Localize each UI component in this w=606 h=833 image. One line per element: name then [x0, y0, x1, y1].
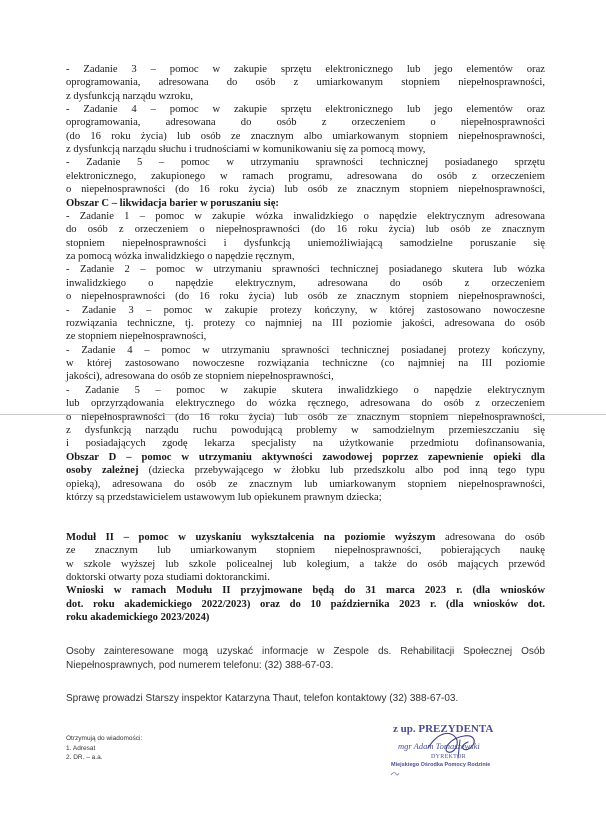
deadline-text: roku akademickiego 2023/2024) — [66, 612, 210, 623]
text-line: - Zadanie 3 – pomoc w zakupie protezy kończyny, w której zastosowano nowoczesne — [66, 305, 545, 316]
text-line: i posiadających zgodę lekarza specjalisty na użytkowanie przedmiotu dofinansowania, — [66, 438, 545, 449]
text-line: - Zadanie 3 – pomoc w zakupie sprzętu elektronicznego lub jego elementów oraz — [66, 64, 545, 75]
obszar-d-bold: osoby zależnej — [66, 465, 139, 476]
text-line: lub oprzyrządowania elektrycznego do wózka ręcznego, adresowana do osób z orzeczeniem — [66, 398, 545, 409]
text-line — [66, 464, 545, 477]
stamp-title: z up. PREZYDENTA — [393, 723, 494, 735]
text-line: elektronicznego, zakupionego w ramach programu, adresowana do osób z orzeczeniem — [66, 171, 545, 182]
stamp-organization: Miejskiego Ośrodka Pomocy Rodzinie — [391, 762, 491, 768]
deadline-text: dot. roku akademickiego 2022/2023) oraz do 10 października 2023 r. (dla wniosków dot. — [66, 599, 545, 610]
text-line: - Zadanie 1 – pomoc w zakupie wózka inwalidzkiego o napędzie elektrycznym adresowana — [66, 211, 545, 222]
text-line: inwalidzkiego o napędzie elektrycznym, adresowana do osób z orzeczeniem — [66, 278, 545, 289]
text-line: oprogramowania, adresowana do osób z umiarkowanym stopniem niepełnosprawności, — [66, 77, 545, 88]
contact-info-line: Niepełnosprawnych, pod numerem telefonu: (32) 388-67-03. — [66, 660, 334, 671]
modul-ii-rest: adresowana do osób — [435, 532, 545, 543]
text-line: za pomocą wózka inwalidzkiego o napędzie ręcznym, — [66, 251, 295, 262]
section-heading-obszar-d: Obszar D – pomoc w utrzymaniu aktywności zawodowej poprzez zapewnienie opieki dla — [66, 452, 545, 463]
text-line: z dysfunkcją narządu wzroku, — [66, 91, 194, 102]
text-line: ze stopniem niepełnosprawności, — [66, 331, 207, 342]
text-line: rozwiązania techniczne, tj. protezy co najmniej na III poziomie jakości, adresowana do osób — [66, 318, 545, 329]
deadline-text: Wnioski w ramach Modułu II przyjmowane będą do 31 marca 2023 r. (dla wniosków — [66, 585, 545, 596]
text-line: - Zadanie 2 – pomoc w utrzymaniu sprawności technicznej posiadanego skutera lub wózka — [66, 264, 545, 275]
text-line: o niepełnosprawności (do 16 roku życia) lub osób ze znacznym stopniem niepełnosprawności, — [66, 184, 545, 195]
modul-ii-heading: Moduł II – pomoc w uzyskaniu wykształcenia na poziomie wyższym — [66, 532, 436, 543]
text-line: z dysfunkcją narządu słuchu i trudnościami w komunikowaniu się za pomocą mowy, — [66, 144, 426, 155]
text-line: o niepełnosprawności (do 16 roku życia) lub osób ze znacznym stopniem niepełnosprawności, — [66, 412, 545, 423]
inspector-info: Sprawę prowadzi Starszy inspektor Katarzyna Thaut, telefon kontaktowy (32) 388-67-03. — [66, 693, 459, 704]
recipient-item: 2. DR. – a.a. — [66, 754, 103, 761]
text-line: w szkole wyższej lub szkole policealnej lub kolegium, a także do osób mających przewód — [66, 559, 545, 570]
text-line: - Zadanie 5 – pomoc w zakupie skutera inwalidzkiego o napędzie elektrycznym — [66, 385, 545, 396]
text-line: ze znacznym lub umiarkowanym stopniem niepełnosprawności, pobierających naukę — [66, 545, 545, 556]
text-line: z dysfunkcją narządu ruchu powodującą problemy w samodzielnym przemieszczaniu się — [66, 425, 545, 436]
text-line: opieką), adresowana do osób ze znacznym lub umiarkowanym stopniem niepełnosprawności, — [66, 479, 545, 490]
ink-mark — [390, 771, 400, 777]
text-line: oprogramowania, adresowana do osób z orzeczeniem o niepełnosprawności — [66, 117, 545, 128]
text-line: (do 16 roku życia) lub osób ze znacznym albo umiarkowanym stopniem niepełnosprawności, — [66, 131, 545, 142]
text-line: którzy są przedstawicielem ustawowym lub opiekunem prawnym dziecka; — [66, 492, 382, 503]
obszar-d-rest: (dziecka przebywającego w żłobku lub przedszkolu albo pod inną tego typu — [138, 465, 545, 476]
text-line: - Zadanie 5 – pomoc w utrzymaniu sprawności technicznej posiadanego sprzętu — [66, 157, 545, 168]
text-line: stopniem niepełnosprawności i dysfunkcją uniemożliwiającą samodzielne poruszanie się — [66, 238, 545, 249]
recipient-item: 1. Adresat — [66, 745, 96, 752]
stamp-role: DYREKTOR — [431, 754, 466, 760]
text-line — [66, 531, 545, 544]
text-line: o niepełnosprawności (do 16 roku życia) lub osób ze znacznym stopniem niepełnosprawności, — [66, 291, 545, 302]
text-line: - Zadanie 4 – pomoc w utrzymaniu sprawności technicznej posiadanej protezy kończyny, — [66, 345, 545, 356]
section-heading-obszar-c: Obszar C – likwidacja barier w poruszaniu się: — [66, 198, 279, 209]
text-line: - Zadanie 4 – pomoc w zakupie sprzętu elektronicznego lub jego elementów oraz — [66, 104, 545, 115]
recipients-heading: Otrzymują do wiadomości: — [66, 735, 143, 742]
contact-info-line: Osoby zainteresowane mogą uzyskać informacje w Zespole ds. Rehabilitacji Społecznej Osób — [66, 646, 545, 657]
text-line: doktorski otwarty poza studiami doktoranckimi. — [66, 572, 270, 583]
text-line: jakości), adresowana do osób ze stopniem niepełnosprawności, — [66, 371, 334, 382]
text-line: do osób z orzeczeniem o niepełnosprawności (do 16 roku życia) lub osób ze znacznym — [66, 224, 545, 235]
text-line: w której zastosowano nowoczesne rozwiązania techniczne (co najmniej na III poziomie — [66, 358, 545, 369]
stamp-signatory-name: mgr Adam Tomaszewski — [398, 741, 480, 751]
